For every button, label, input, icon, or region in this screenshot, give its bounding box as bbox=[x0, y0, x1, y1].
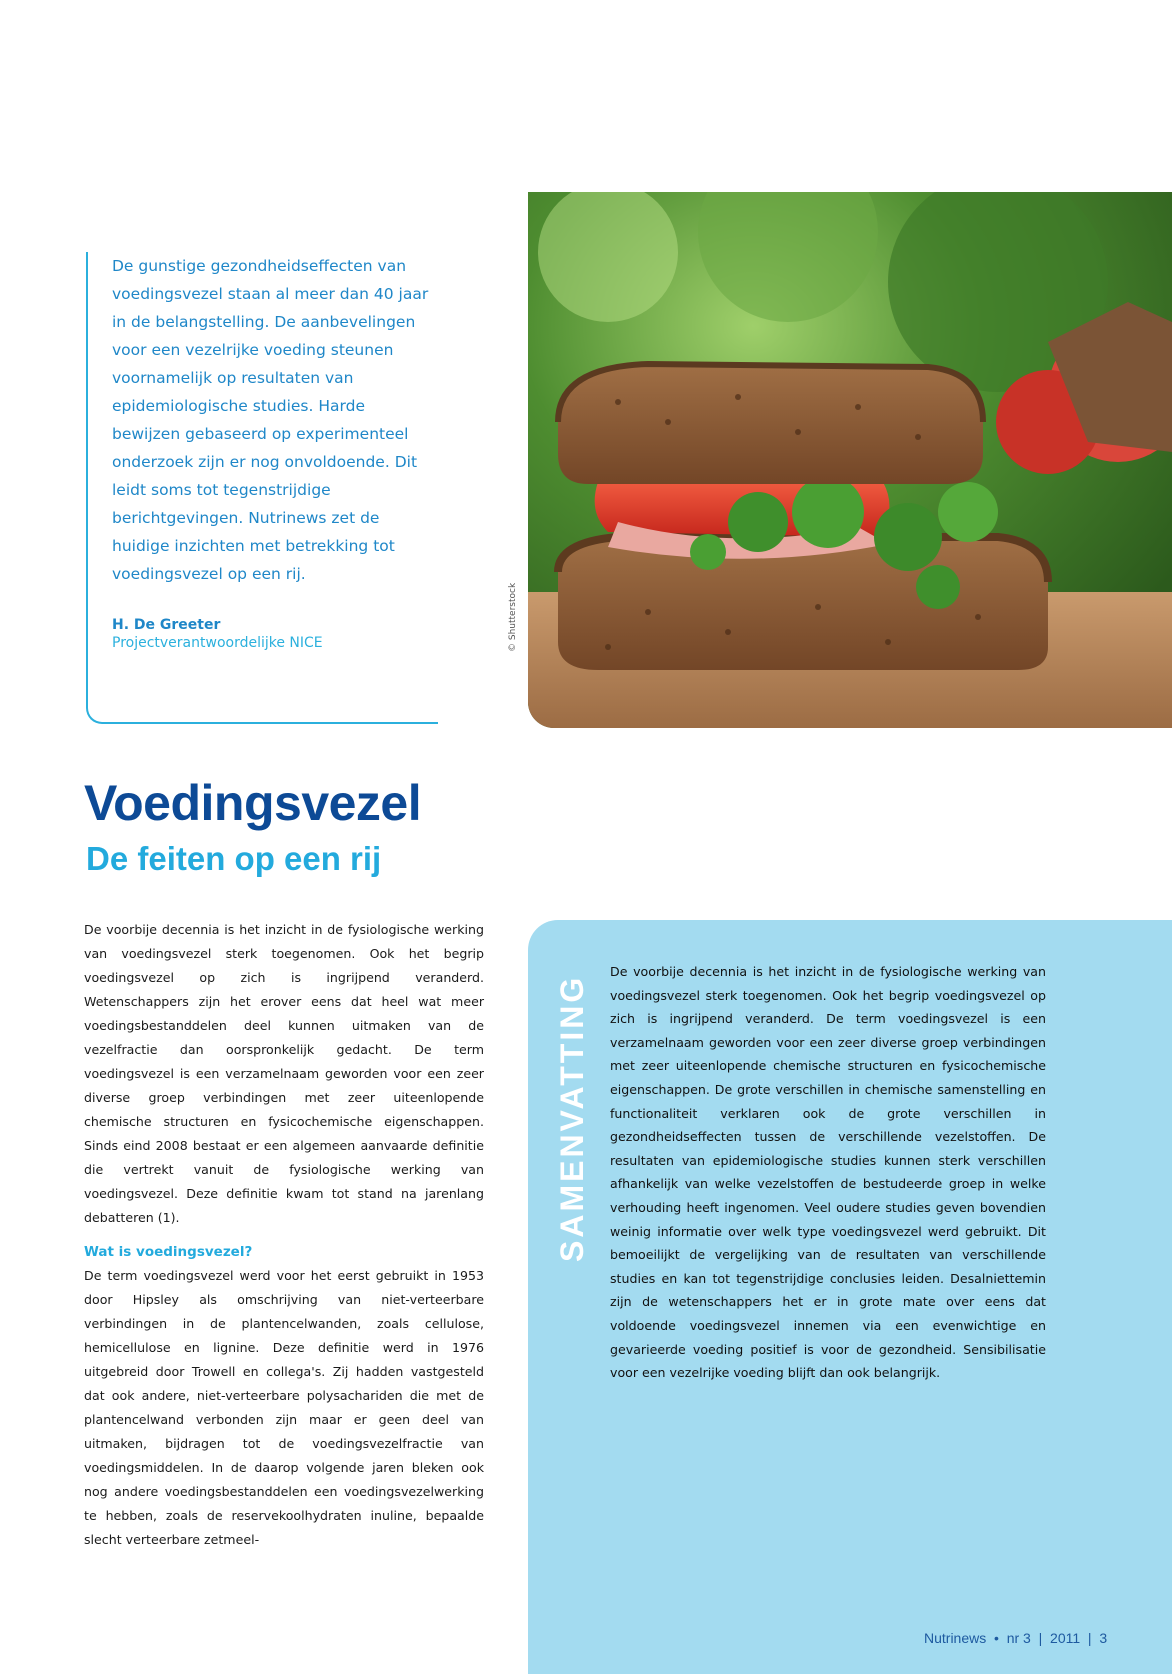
summary-label: SAMENVATTING bbox=[554, 974, 590, 1262]
intro-text: De gunstige gezondheidseffecten van voedingsvezel staan al meer dan 40 jaar in de belangstelling. De aanbevelingen voor een vezelrijke voeding steunen voornamelijk op resultaten van epidemiologische studies. Harde bewijzen gebaseerd op experimenteel onderzoek zijn er nog onvoldoende. Dit leidt soms tot tegenstrijdige berichtgevingen. Nutrinews zet de huidige inzichten met betrekking tot voedingsvezel op een rij. bbox=[112, 257, 429, 583]
summary-text: De voorbije decennia is het inzicht in de fysiologische werking van voedingsvezel sterk toegenomen. Ook het begrip voedingsvezel op zich is ingrijpend veranderd. De term voedingsvezel is een verzamelnaam geworden voor een zeer diverse groep verbindingen met zeer uiteenlopende chemische structuren en fysicochemische eigenschappen. De grote verschillen in chemische samenstelling en functionaliteit verklaren ook de grote verschillen in gezondheidseffecten tussen de verschillende vezelstoffen. De resultaten van epidemiologische studies kunnen sterk verschillen afhankelijk van welke vezelstoffen de bestudeerde groep in welke verhouding heeft ingenomen. Veel oudere studies geven bovendien weinig informatie over welk type voedingsvezel werd gebruikt. Dit bemoeilijkt de vergelijking van de resultaten van verschillende studies en kan tot tegenstrijdige conclusies leiden. Desalniettemin zijn de wetenschappers het er in grote mate over eens dat voldoende voedingsvezel innemen via een evenwichtige en gevarieerde voeding positief is voor de gezondheid. Sensibilisatie voor een vezelrijke voeding blijft dan ook belangrijk. bbox=[610, 964, 1046, 1381]
page-footer bbox=[924, 1630, 1107, 1646]
footer-separator: | bbox=[1084, 1630, 1096, 1646]
body-paragraph-1: De voorbije decennia is het inzicht in de fysiologische werking van voedingsvezel sterk toegenomen. Ook het begrip voedingsvezel op zich is ingrijpend veranderd. Wetenschappers zijn het erover eens dat heel wat meer voedingsbestanddelen deel kunnen uitmaken van de vezelfractie dan oorspronkelijk gedacht. De term voedingsvezel is een verzamelnaam geworden voor een zeer diverse groep verbindingen met zeer uiteenlopende chemische structuren en fysicochemische eigenschappen. Sinds eind 2008 bestaat er een algemeen aanvaarde definitie die vertrekt vanuit de fysiologische werking van voedingsvezel. Deze definitie kwam tot stand na jarenlang debatteren (1). bbox=[84, 922, 484, 1225]
footer-publication: Nutrinews bbox=[924, 1630, 987, 1646]
article-body bbox=[84, 918, 484, 1552]
intro-author: H. De Greeter bbox=[112, 617, 221, 633]
footer-separator: | bbox=[1034, 1630, 1047, 1646]
article-subtitle: De feiten op een rij bbox=[86, 840, 382, 877]
intro-role: Projectverantwoordelijke NICE bbox=[112, 635, 323, 651]
photo-credit: © Shutterstock bbox=[508, 582, 518, 652]
intro-box bbox=[86, 252, 438, 724]
footer-issue: nr 3 bbox=[1006, 1630, 1031, 1646]
sandwich-illustration bbox=[528, 192, 1172, 728]
article-title: Voedingsvezel bbox=[84, 775, 422, 831]
body-paragraph-2: De term voedingsvezel werd voor het eerst gebruikt in 1953 door Hipsley als omschrijving van niet-verteerbare verbindingen in de plantencelwanden, zoals cellulose, hemicellulose en lignine. Deze definitie werd in 1976 uitgebreid door Trowell en collega's. Zij hadden vastgesteld dat ook andere, niet-verteerbare polysachariden die met de plantencelwand verbonden zijn maar er geen deel van uitmaken, bijdragen tot de voedingsvezelfractie van voedingsmiddelen. In de daarop volgende jaren bleken ook nog andere voedingsbestanddelen een voedingsvezelwerking te hebben, zoals de reservekoolhydraten inuline, bepaalde slecht verteerbare zetmeel- bbox=[84, 1268, 484, 1547]
footer-bullet: • bbox=[990, 1630, 1003, 1646]
page-number: 3 bbox=[1099, 1630, 1108, 1646]
sandwich-photo bbox=[528, 192, 1172, 728]
section-heading: Wat is voedingsvezel? bbox=[84, 1244, 253, 1260]
footer-year: 2011 bbox=[1050, 1630, 1081, 1646]
